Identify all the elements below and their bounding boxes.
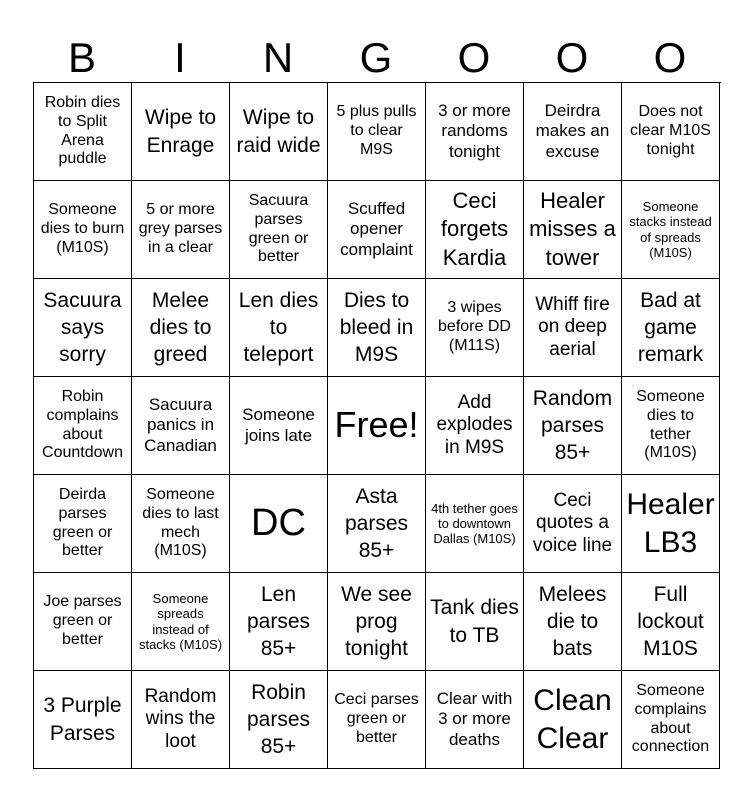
header-letter: B: [67, 34, 96, 81]
bingo-cell[interactable]: Someone dies to burn (M10S): [34, 181, 132, 279]
bingo-cell[interactable]: Ceci parses green or better: [328, 671, 426, 769]
bingo-cell[interactable]: Random wins the loot: [132, 671, 230, 769]
header-letter: O: [653, 34, 687, 81]
bingo-cell[interactable]: DC: [230, 475, 328, 573]
bingo-board: [33, 82, 721, 769]
bingo-cell[interactable]: Melees die to bats: [524, 573, 622, 671]
bingo-cell[interactable]: Ceci forgets Kardia: [426, 181, 524, 279]
bingo-cell[interactable]: Wipe to Enrage: [132, 83, 230, 181]
bingo-cell-free[interactable]: Free!: [328, 377, 426, 475]
bingo-cell[interactable]: 3 Purple Parses: [34, 671, 132, 769]
bingo-cell[interactable]: Tank dies to TB: [426, 573, 524, 671]
bingo-cell[interactable]: 3 or more randoms tonight: [426, 83, 524, 181]
bingo-cell[interactable]: 5 plus pulls to clear M9S: [328, 83, 426, 181]
bingo-cell[interactable]: Add explodes in M9S: [426, 377, 524, 475]
bingo-cell[interactable]: Wipe to raid wide: [230, 83, 328, 181]
bingo-header: [33, 34, 719, 82]
header-letter: O: [457, 34, 491, 81]
bingo-cell[interactable]: Sacuura parses green or better: [230, 181, 328, 279]
bingo-cell[interactable]: Does not clear M10S tonight: [622, 83, 720, 181]
bingo-cell[interactable]: Someone dies to tether (M10S): [622, 377, 720, 475]
bingo-cell[interactable]: Someone dies to last mech (M10S): [132, 475, 230, 573]
header-letter: N: [262, 34, 294, 81]
bingo-cell[interactable]: Deirdra makes an excuse: [524, 83, 622, 181]
bingo-cell[interactable]: Clear with 3 or more deaths: [426, 671, 524, 769]
bingo-cell[interactable]: Healer LB3: [622, 475, 720, 573]
bingo-cell[interactable]: Robin complains about Countdown: [34, 377, 132, 475]
bingo-cell[interactable]: 4th tether goes to downtown Dallas (M10S): [426, 475, 524, 573]
bingo-cell[interactable]: 5 or more grey parses in a clear: [132, 181, 230, 279]
bingo-cell[interactable]: Joe parses green or better: [34, 573, 132, 671]
bingo-cell[interactable]: Ceci quotes a voice line: [524, 475, 622, 573]
bingo-cell[interactable]: 3 wipes before DD (M11S): [426, 279, 524, 377]
header-letter: I: [174, 34, 186, 81]
bingo-cell[interactable]: Full lockout M10S: [622, 573, 720, 671]
bingo-cell[interactable]: Robin parses 85+: [230, 671, 328, 769]
bingo-cell[interactable]: Melee dies to greed: [132, 279, 230, 377]
bingo-cell[interactable]: Someone spreads instead of stacks (M10S): [132, 573, 230, 671]
bingo-cell[interactable]: Asta parses 85+: [328, 475, 426, 573]
bingo-cell[interactable]: Len dies to teleport: [230, 279, 328, 377]
bingo-cell[interactable]: Someone joins late: [230, 377, 328, 475]
bingo-cell[interactable]: Sacuura panics in Canadian: [132, 377, 230, 475]
bingo-cell[interactable]: Deirda parses green or better: [34, 475, 132, 573]
header-letter: G: [359, 34, 393, 81]
bingo-cell[interactable]: Scuffed opener complaint: [328, 181, 426, 279]
bingo-cell[interactable]: Len parses 85+: [230, 573, 328, 671]
header-letter: O: [555, 34, 589, 81]
bingo-cell[interactable]: Whiff fire on deep aerial: [524, 279, 622, 377]
bingo-cell[interactable]: Clean Clear: [524, 671, 622, 769]
bingo-cell[interactable]: Sacuura says sorry: [34, 279, 132, 377]
bingo-cell[interactable]: Random parses 85+: [524, 377, 622, 475]
bingo-cell[interactable]: We see prog tonight: [328, 573, 426, 671]
bingo-cell[interactable]: Robin dies to Split Arena puddle: [34, 83, 132, 181]
bingo-cell[interactable]: Bad at game remark: [622, 279, 720, 377]
bingo-cell[interactable]: Someone complains about connection: [622, 671, 720, 769]
bingo-cell[interactable]: Dies to bleed in M9S: [328, 279, 426, 377]
bingo-cell[interactable]: Healer misses a tower: [524, 181, 622, 279]
bingo-cell[interactable]: Someone stacks instead of spreads (M10S): [622, 181, 720, 279]
